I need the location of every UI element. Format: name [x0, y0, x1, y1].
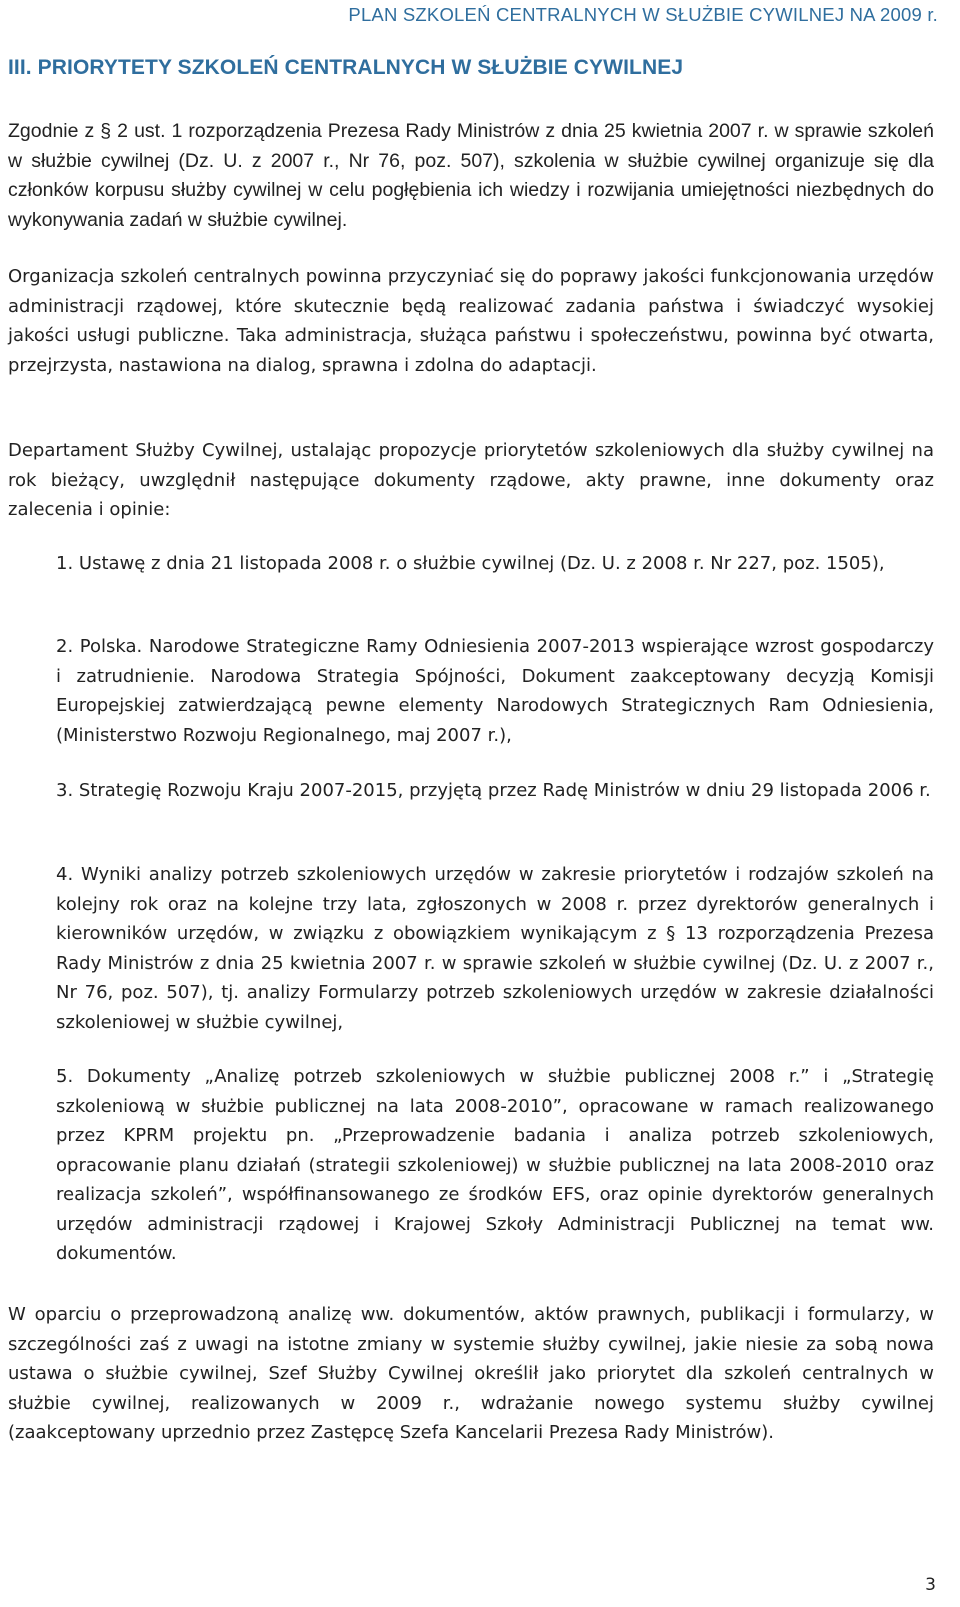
page-number: 3 — [925, 1575, 936, 1595]
list-item-5: 5. Dokumenty „Analizę potrzeb szkoleniowych w służbie publicznej 2008 r.” i „Strategię szkoleniową w służbie publicznej na lata 2008-2010”, opracowane w ramach realizowanego przez KPRM projektu pn. „Przeprowadzenie badania i analiza potrzeb szkoleniowych, opracowanie planu działań (strategii szkoleniowej) w służbie publicznej na lata 2008-2010 oraz realizacja szkoleń”, współfinansowanego ze środków EFS, oraz opinie dyrektorów generalnych urzędów administracji rządowej i Krajowej Szkoły Administracji Publicznej na temat ww. dokumentów. — [56, 1066, 934, 1264]
section-heading: III. PRIORYTETY SZKOLEŃ CENTRALNYCH W SŁUŻBIE CYWILNEJ — [8, 56, 684, 79]
running-header: PLAN SZKOLEŃ CENTRALNYCH W SŁUŻBIE CYWILNEJ NA 2009 r. — [348, 4, 938, 25]
list-item-1: 1. Ustawę z dnia 21 listopada 2008 r. o służbie cywilnej (Dz. U. z 2008 r. Nr 227, poz. 1505), — [56, 553, 885, 574]
paragraph-organization: Organizacja szkoleń centralnych powinna przyczyniać się do poprawy jakości funkcjonowania urzędów administracji rządowej, które skutecznie będą realizować zadania państwa i świadczyć wysokiej jakości usługi publiczne. Taka administracja, służąca państwu i społeczeństwu, powinna być otwarta, przejrzysta, nastawiona na dialog, sprawna i zdolna do adaptacji. — [8, 266, 934, 376]
paragraph-conclusion: W oparciu o przeprowadzoną analizę ww. dokumentów, aktów prawnych, publikacji i formularzy, w szczególności zaś z uwagi na istotne zmiany w systemie służby cywilnej, jakie niesie za sobą nowa ustawa o służbie cywilnej, Szef Służby Cywilnej określił jako priorytet dla szkoleń centralnych w służbie cywilnej, realizowanych w 2009 r., wdrażanie nowego systemu służby cywilnej (zaakceptowany uprzednio przez Zastępcę Szefa Kancelarii Prezesa Rady Ministrów). — [8, 1304, 934, 1443]
list-item-4: 4. Wyniki analizy potrzeb szkoleniowych urzędów w zakresie priorytetów i rodzajów szkoleń na kolejny rok oraz na kolejne trzy lata, zgłoszonych w 2008 r. przez dyrektorów generalnych i kierowników urzędów, w związku z obowiązkiem wynikającym z § 13 rozporządzenia Prezesa Rady Ministrów z dnia 25 kwietnia 2007 r. w sprawie szkoleń w służbie cywilnej (Dz. U. z 2007 r., Nr 76, poz. 507), tj. analizy Formularzy potrzeb szkoleniowych urzędów w zakresie działalności szkoleniowej w służbie cywilnej, — [56, 864, 934, 1033]
list-item-3: 3. Strategię Rozwoju Kraju 2007-2015, przyjętą przez Radę Ministrów w dniu 29 listopada 2006 r. — [56, 780, 931, 801]
list-item-2: 2. Polska. Narodowe Strategiczne Ramy Odniesienia 2007-2013 wspierające wzrost gospodarczy i zatrudnienie. Narodowa Strategia Spójności, Dokument zaakceptowany decyzją Komisji Europejskiej zatwierdzającą pewne elementy Narodowych Strategicznych Ram Odniesienia, (Ministerstwo Rozwoju Regionalnego, maj 2007 r.), — [56, 636, 934, 746]
paragraph-legal-basis: Zgodnie z § 2 ust. 1 rozporządzenia Prezesa Rady Ministrów z dnia 25 kwietnia 2007 r. w sprawie szkoleń w służbie cywilnej (Dz. U. z 2007 r., Nr 76, poz. 507), szkolenia w służbie cywilnej organizuje się dla członków korpusu służby cywilnej w celu pogłębienia ich wiedzy i rozwijania umiejętności niezbędnych do wykonywania zadań w służbie cywilnej. — [8, 120, 934, 231]
paragraph-department-intro: Departament Służby Cywilnej, ustalając propozycje priorytetów szkoleniowych dla służby cywilnej na rok bieżący, uwzględnił następujące dokumenty rządowe, akty prawne, inne dokumenty oraz zalecenia i opinie: — [8, 440, 934, 520]
